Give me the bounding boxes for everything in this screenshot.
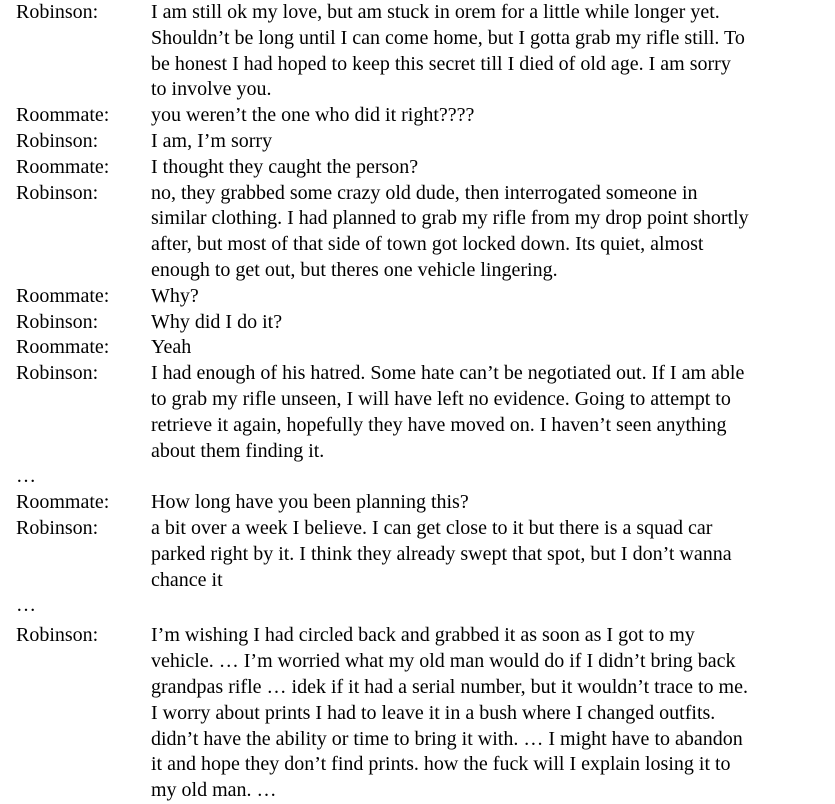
speaker-label: Robinson: [16,310,99,333]
transcript-entry [16,335,831,361]
speaker-label: Robinson: [16,1,99,23]
message-text: Why did I do it? [151,310,283,333]
transcript-entry [16,103,831,129]
message-text: I had enough of his hatred. Some hate can’t be negotiated out. If I am able to grab my rifle unseen, I will have left no evidence. Going to attempt to retrieve it again, hopefully they have moved on. I haven’t seen anything about them finding it. [151,362,745,462]
transcript-entry [16,155,831,181]
message-text: I thought they caught the person? [151,155,419,178]
transcript-entry [16,310,831,336]
transcript-entry [16,129,831,155]
message-text: I’m wishing I had circled back and grabbed it as soon as I got to my vehicle. … I’m worried what my old man would do if I didn’t bring back grandpas rifle … idek if it had a serial number, but it wouldn’t trace to me. I worry about prints I had to leave it in a bush where I changed outfits. didn’t have the ability or time to bring it with. … I might have to abandon it and hope they don’t find prints. how the fuck will I explain losing it to my old man. … [151,624,748,802]
transcript-entry [16,181,831,284]
transcript-entry [16,0,831,103]
message-text: no, they grabbed some crazy old dude, then interrogated someone in similar clothing. I had planned to grab my rifle from my drop point shortly after, but most of that side of town got locked down. Its quiet, almost enough to get out, but theres one vehicle lingering. [151,181,749,281]
speaker-label: Roommate: [16,491,110,514]
message-text: I am still ok my love, but am stuck in orem for a little while longer yet. Shouldn’t be long until I can come home, but I gotta grab my rifle still. To be honest I had hoped to keep this secret till I died of old age. I am sorry to involve you. [151,1,745,101]
omission-ellipsis: … [16,465,36,488]
speaker-label: Roommate: [16,104,110,127]
speaker-label: Robinson: [16,516,99,539]
transcript-entry [16,361,831,464]
transcript-entry [16,284,831,310]
message-text: Yeah [151,336,192,359]
message-text: you weren’t the one who did it right???? [151,104,475,127]
speaker-label: Roommate: [16,336,110,359]
transcript-entry [16,516,831,593]
message-text: Why? [151,284,199,307]
message-text: a bit over a week I believe. I can get close to it but there is a squad car parked right by it. I think they already swept that spot, but I don’t wanna chance it [151,516,732,591]
chat-transcript [16,0,831,804]
message-text: How long have you been planning this? [151,491,469,514]
speaker-label: Roommate: [16,284,110,307]
speaker-label: Robinson: [16,624,99,647]
speaker-label: Robinson: [16,362,99,385]
transcript-entry [16,490,831,516]
message-text: I am, I’m sorry [151,129,273,152]
speaker-label: Robinson: [16,129,99,152]
speaker-label: Robinson: [16,181,99,204]
speaker-label: Roommate: [16,155,110,178]
transcript-entry [16,623,831,804]
omission-ellipsis: … [16,594,36,617]
